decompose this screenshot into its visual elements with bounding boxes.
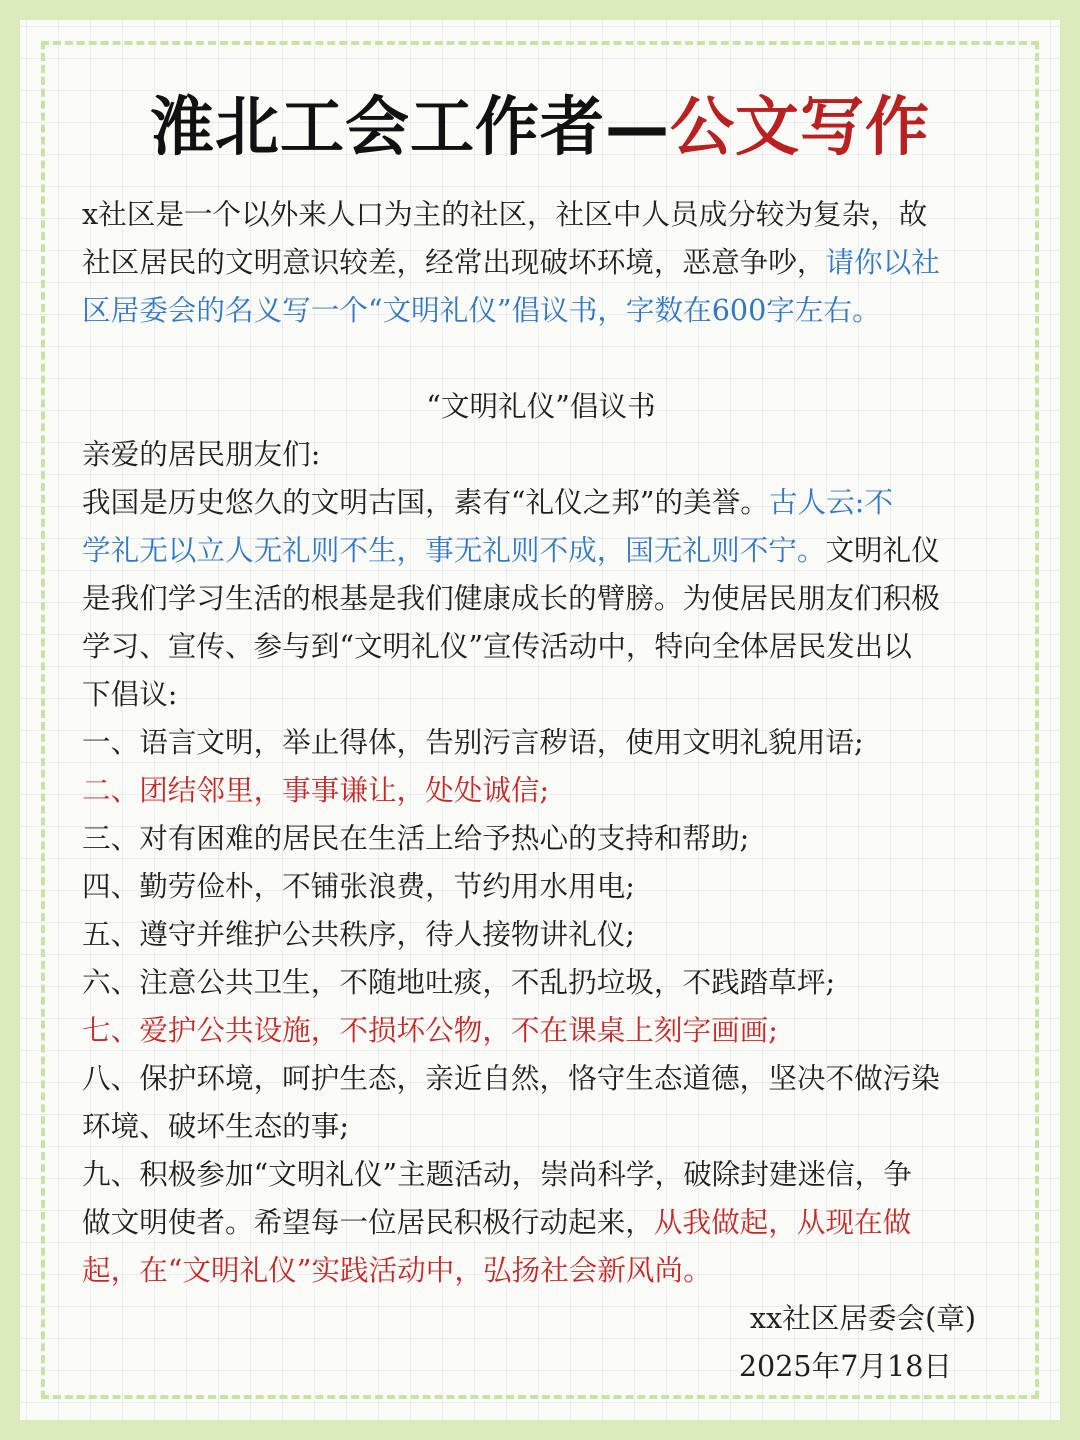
title-main: 淮北工会工作者— <box>150 91 670 165</box>
proposal-item-5: 五、遵守并维护公共秩序，待人接物讲礼仪; <box>82 917 635 951</box>
intro-line-4: 学习、宣传、参与到“文明礼仪”宣传活动中，特向全体居民发出以 <box>82 629 912 663</box>
proposal-item-9-line-1: 九、积极参加“文明礼仪”主题活动，崇尚科学，破除封建迷信，争 <box>82 1157 912 1191</box>
intro-line-2 <box>82 526 1000 574</box>
proposal-item-8-line-2: 环境、破坏生态的事; <box>82 1109 349 1143</box>
prompt-line-3: 区居委会的名义写一个“文明礼仪”倡议书，字数在600字左右。 <box>82 293 881 327</box>
intro-line-3: 是我们学习生活的根基是我们健康成长的臂膀。为使居民朋友们积极 <box>82 581 940 615</box>
proposal-item-6: 六、注意公共卫生，不随地吐痰，不乱扔垃圾，不践踏草坪; <box>82 965 836 999</box>
letter-greeting: 亲爱的居民朋友们: <box>82 437 321 471</box>
intro-line-2-text: 文明礼仪 <box>825 533 940 567</box>
prompt-line-1: x社区是一个以外来人口为主的社区，社区中人员成分较为复杂，故 <box>82 197 928 231</box>
page-title <box>0 88 1080 168</box>
letter-heading: “文明礼仪”倡议书 <box>426 389 656 423</box>
signature: xx社区居委会(章) <box>749 1301 976 1335</box>
date: 2025年7月18日 <box>738 1349 952 1383</box>
prompt-line-2 <box>82 238 1000 286</box>
spacer <box>82 334 1000 382</box>
proposal-item-2: 二、团结邻里，事事谦让，处处诚信; <box>82 773 550 807</box>
intro-line-1-text: 我国是历史悠久的文明古国，素有“礼仪之邦”的美誉。 <box>82 485 769 519</box>
intro-line-1 <box>82 478 1000 526</box>
proposal-item-9-line-2 <box>82 1198 1000 1246</box>
document-body <box>82 190 1000 1390</box>
proposal-item-8-line-1: 八、保护环境，呵护生态，亲近自然，恪守生态道德，坚决不做污染 <box>82 1061 940 1095</box>
intro-line-1-quote: 古人云:不 <box>768 485 893 519</box>
proposal-item-3: 三、对有困难的居民在生活上给予热心的支持和帮助; <box>82 821 750 855</box>
prompt-line-2-highlight: 请你以社 <box>825 245 940 279</box>
closing-highlight: 从我做起，从现在做 <box>653 1205 912 1239</box>
proposal-item-7: 七、爱护公共设施，不损坏公物，不在课桌上刻字画画; <box>82 1013 778 1047</box>
proposal-item-9-line-3: 起，在“文明礼仪”实践活动中，弘扬社会新风尚。 <box>82 1253 712 1287</box>
prompt-line-2-text: 社区居民的文明意识较差，经常出现破坏环境，恶意争吵， <box>82 245 826 279</box>
proposal-item-1: 一、语言文明，举止得体，告别污言秽语，使用文明礼貌用语; <box>82 725 864 759</box>
intro-line-5: 下倡议: <box>82 677 178 711</box>
title-accent: 公文写作 <box>670 91 930 165</box>
proposal-item-4: 四、勤劳俭朴，不铺张浪费，节约用水用电; <box>82 869 635 903</box>
intro-line-2-quote: 学礼无以立人无礼则不生，事无礼则不成，国无礼则不宁。 <box>82 533 826 567</box>
closing-text: 做文明使者。希望每一位居民积极行动起来， <box>82 1205 654 1239</box>
